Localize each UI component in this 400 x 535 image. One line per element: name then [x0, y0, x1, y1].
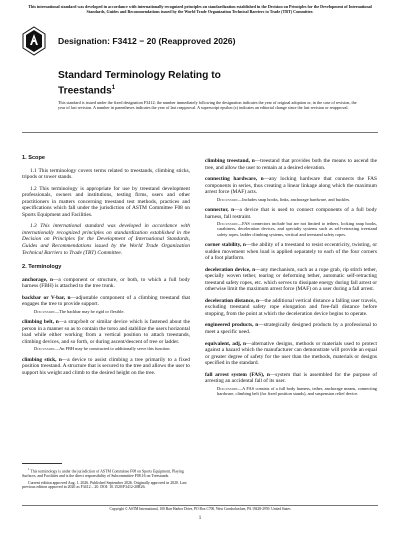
scope-1-2: 1.2 This terminology is appropriate for use by treestand development professionals, owners and institutions, testing firms, users and other practitioners in matters concerning treestand test methods, practices and specifications which fall under the jurisdiction of ASTM Committee F08 on Sports Equipment and Facilities. [22, 185, 190, 218]
term-definition: —a device that is used to connect components of a full body harness, fall restraint. [205, 207, 378, 220]
discussion-text: FAS connectors include but are not limited to tethers, locking snap hooks, carabiners, deceleration devices, and specialty systems such as self-retracting treestand safety ropes, ladder climbing systems, vertical and treestand safety ropes. [217, 221, 377, 237]
title-line-2-text: Treestands [58, 85, 112, 97]
term-entry-climbing-stick [22, 357, 190, 377]
title-footnote-mark: 1 [111, 85, 116, 91]
scope-1-3: 1.3 This international standard was developed in accordance with internationally recognized principles on standardization established in the Decision on Principles for the Development of International Standards, Guides and Recommendations issued by the World Trade Organization Technical Barriers to Trade (TBT) Committee. [22, 223, 190, 256]
footnote-rule [22, 463, 62, 464]
term-label: deceleration device, n [205, 266, 256, 273]
page-number: 1 [198, 516, 202, 521]
footnote-p2: Current edition approved Aug. 1, 2026. Published September 2026. Originally approved in 2020. Last previous edition approved in 2020 as F3412 – 20. DOI: 10.1520/F3412-20R26. [22, 480, 187, 490]
term-entry-engineered-products [205, 322, 377, 335]
discussion-label: Discussion [217, 196, 238, 202]
term-entry-deceleration-device [205, 267, 377, 293]
scope-1-1: 1.1 This terminology covers terms related to treestands, climbing sticks, tripods or tower stands. [22, 167, 190, 181]
term-discussion: Discussion—FAS connectors include but are not limited to tethers, locking snap hooks, carabiners, deceleration devices, and specialty systems such as self-retracting treestand safety ropes, ladder climbing systems, vertical and treestand safety ropes. [217, 221, 377, 237]
term-definition: —adjustable component of a climbing treestand that engages the tree to provide support. [22, 294, 190, 308]
term-label: engineered products, n [205, 322, 259, 329]
discussion-text: Includes snap hooks, links, anchorage hardware, and buckles. [242, 196, 351, 202]
term-entry-deceleration-distance [205, 298, 377, 318]
discussion-label: Discussion [217, 221, 238, 227]
term-label: corner stability, n [205, 242, 246, 249]
footnote-mark: 1 [28, 467, 30, 471]
designation: Designation: F3412 − 20 (Reapproved 2026) [58, 36, 236, 46]
term-label: connecting hardware, n [205, 176, 264, 183]
standard-issuance-note: This standard is issued under the fixed designation F3412; the number immediately following the designation indicates the year of original adoption or, in the case of revision, the year of last revision. A number in parentheses indicates the year of last reapproval. A superscript epsilon (ε) indicates an editorial change since the last revision or reapproval. [58, 100, 357, 111]
term-definition: —treestand that provides both the means to ascend the tree, and allow the user to remain at a desired elevation. [205, 158, 377, 171]
term-entry-anchorage [22, 277, 190, 290]
term-entry-connector [205, 207, 377, 237]
copyright-line: Copyright © ASTM International, 100 Barr Harbor Drive, PO Box C700, West Conshohocken, PA 19428-2959. United States [109, 507, 291, 511]
term-label: climbing treestand, n [205, 158, 255, 164]
discussion-text: An FBH may be constructed to additionally serve this function. [59, 346, 171, 352]
term-definition: —alternative designs, methods or materials used to protect against a hazard which the manufacturer can demonstrate will provide an equal or greater degree of safety for the user than the methods, materials or designs specified in the standard. [205, 340, 377, 367]
term-discussion: Discussion—The backbar may be rigid or flexible. [34, 308, 125, 314]
right-column [205, 158, 377, 401]
discussion-label: Discussion [34, 308, 55, 314]
title-line-2 [58, 82, 338, 97]
term-discussion: Discussion—A FAS consists of a full body harness, tether, anchorage means, connecting hardware, climbing belt (for fixed position stands), and suspension relief device. [217, 385, 377, 397]
term-definition: —system that is assembled for the purpose of arresting an accidental fall of its user. [205, 371, 377, 385]
term-label: climbing belt, n [22, 319, 59, 326]
term-definition: —any locking hardware that connects the FAS components in series, thus creating a linear linkage along which the maximum arrest force (MAF) acts. [205, 176, 378, 196]
header-divider [22, 132, 378, 133]
term-discussion: Discussion—An FBH may be constructed to additionally serve this function. [34, 346, 171, 352]
term-entry-connecting-hardware [205, 176, 377, 202]
footnote [22, 467, 190, 492]
astm-logo-mark [22, 26, 46, 56]
wto-notice: This international standard was developed in accordance with internationally recognized principles on standardization established in the Decision on Principles for the Development of International Standards, Guides and Recommendations issued by the World Trade Organization Technical Barriers to Trade (TBT) Committee. [28, 4, 372, 14]
term-label: connector, n [205, 207, 235, 214]
term-definition: —any mechanism, such as a rope grab, rip stitch tether, specially woven tether, tearing or deforming tether, automatic self-retracting treestand safety ropes, etc. which serves to dissipate energy during fall arrest or otherwise limit the maximum arrest force (MAF) on a user during a fall arrest. [205, 266, 377, 293]
document-title [58, 70, 338, 97]
terminology-heading: 2. Terminology [22, 264, 62, 271]
discussion-label: Discussion [34, 346, 55, 352]
term-label: anchorage, n [22, 276, 54, 283]
term-definition: —the additional vertical distance a falling user travels, excluding treestand safety rope elongation and free-fall distance before stopping, from the point at which the deceleration device begins to operate. [205, 297, 378, 317]
term-definition: —a component or structure, or both, to which a full body harness (FBH) is attached to the tree trunk. [22, 276, 190, 290]
discussion-text: A FAS consists of a full body harness, tether, anchorage means, connecting hardware, climbing belt (for fixed position stands), and suspension relief device. [217, 385, 377, 397]
term-discussion: Discussion—Includes snap hooks, links, anchorage hardware, and buckles. [217, 196, 351, 202]
astm-logo [22, 26, 46, 56]
term-entry-equivalent [205, 341, 377, 367]
footnote-p1 [22, 467, 190, 479]
discussion-text: The backbar may be rigid or flexible. [59, 308, 125, 314]
title-line-1: Standard Terminology Relating to [58, 70, 221, 81]
term-label: deceleration distance, n [205, 297, 260, 304]
term-definition: —a device to assist climbing a tree primarily to a fixed position treestand. A structure that is secured to the tree and allows the user to support his weight and climb to the desired height on the tree. [22, 356, 191, 376]
left-column [22, 155, 190, 381]
term-definition: —the ability of a treestand to resist eccentricity, twisting, or sudden movement when load is applied separately to each of the four corners of a foot platform. [205, 242, 378, 262]
term-entry-backbar [22, 295, 190, 314]
term-entry-fall-arrest-system [205, 372, 377, 397]
term-label: fall arrest system (FAS), n [205, 371, 270, 378]
term-entry-climbing-treestand [205, 158, 377, 171]
footer-divider [22, 505, 378, 506]
term-definition: —a strap/belt or similar device which is fastened about the person in a manner so as to contain the torso and stabilize the users horizontal load while either working from a vertical position to attach treestands, climbing devices, and so forth, or during ascent/descent of tree or ladder. [22, 319, 190, 345]
scope-heading: 1. Scope [22, 155, 46, 161]
term-label: equivalent, adj, n [205, 340, 247, 347]
term-entry-climbing-belt [22, 319, 190, 351]
term-entry-corner-stability [205, 242, 377, 262]
term-label: climbing stick, n [22, 356, 62, 363]
discussion-label: Discussion [217, 385, 238, 391]
term-label: backbar or V-bar, n [22, 294, 71, 301]
term-definition: —strategically designed products by a professional to meet a specific need. [205, 322, 377, 336]
footnote-p1-text: This terminology is under the jurisdiction of ASTM Committee F08 on Sports Equipment, Playing Surfaces, and Facilities and is the direct responsibility of Subcommittee F08.16 on Treestands. [22, 469, 184, 478]
